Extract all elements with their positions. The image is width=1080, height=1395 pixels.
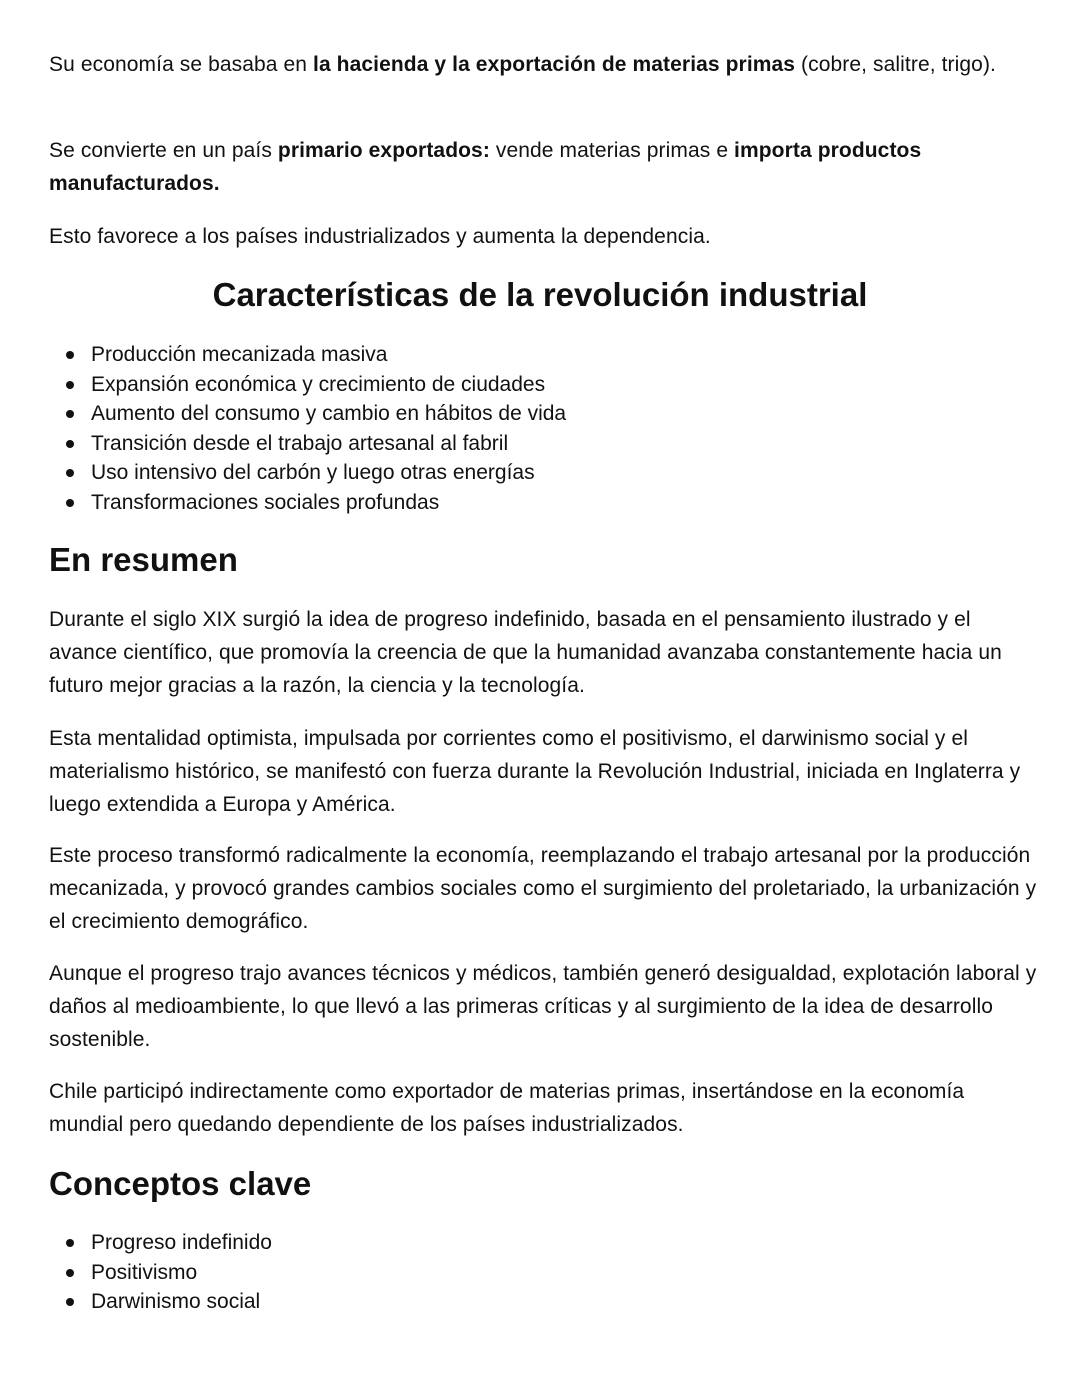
list-item [49, 1258, 272, 1288]
economy-paragraph [49, 48, 996, 81]
bullet-icon [66, 381, 74, 389]
resumen-paragraph: Chile participó indirectamente como exportador de materias primas, insertándose en la economía mundial pero quedando dependiente de los países industrializados. [49, 1080, 965, 1136]
bold-text: la hacienda y la exportación de materias primas [313, 53, 796, 76]
caracteristicas-list [49, 340, 566, 518]
list-item-text: Producción mecanizada masiva [91, 343, 388, 366]
list-item-text: Expansión económica y crecimiento de ciudades [91, 372, 546, 396]
section-title-resumen: En resumen [49, 541, 238, 578]
list-item [49, 488, 566, 518]
list-item [49, 1287, 272, 1317]
text-span: (cobre, salitre, trigo). [795, 53, 996, 76]
conceptos-list [49, 1228, 272, 1317]
resumen-paragraph: Este proceso transformó radicalmente la economía, reemplazando el trabajo artesanal por la producción mecanizada, y provocó grandes cambios sociales como el surgimiento del proletariado, la urbanización y el crecimiento demográfico. [49, 844, 1037, 933]
bullet-icon [66, 1269, 74, 1277]
list-item-text: Positivismo [91, 1260, 198, 1284]
section-title-conceptos: Conceptos clave [49, 1165, 312, 1202]
list-item-text: Transición desde el trabajo artesanal al fabril [91, 431, 509, 455]
text-span: vende materias primas e [489, 139, 735, 162]
list-item [49, 429, 566, 459]
list-item-text: Transformaciones sociales profundas [91, 490, 440, 514]
bullet-icon [66, 351, 74, 359]
resumen-paragraph: Esta mentalidad optimista, impulsada por corrientes como el positivismo, el darwinismo social y el materialismo histórico, se manifestó con fuerza durante la Revolución Industrial, iniciada en Inglaterra y luego extendida a Europa y América. [49, 727, 1021, 816]
list-item [49, 1228, 272, 1258]
bullet-icon [66, 410, 74, 418]
bullet-icon [66, 1298, 74, 1306]
dependency-paragraph: Esto favorece a los países industrializados y aumenta la dependencia. [49, 225, 711, 248]
list-item-text: Darwinismo social [91, 1290, 261, 1314]
list-item [49, 399, 566, 429]
bold-text: importa productos manufacturados. [49, 139, 922, 195]
bullet-icon [66, 499, 74, 507]
bullet-icon [66, 440, 74, 448]
exporter-paragraph [49, 134, 1039, 200]
text-span: Su economía se basaba en [49, 53, 314, 76]
list-item-text: Aumento del consumo y cambio en hábitos de vida [91, 402, 567, 426]
list-item [49, 370, 566, 400]
list-item [49, 458, 566, 488]
list-item-text: Uso intensivo del carbón y luego otras energías [91, 461, 535, 485]
text-span: Se convierte en un país [49, 139, 278, 162]
bold-text: primario exportados: [277, 139, 490, 162]
list-item-text: Progreso indefinido [91, 1231, 272, 1254]
resumen-paragraph: Aunque el progreso trajo avances técnicos y médicos, también generó desigualdad, explotación laboral y daños al medioambiente, lo que llevó a las primeras críticas y al surgimiento de la idea de desarrollo sostenible. [49, 962, 1037, 1051]
section-title-caracteristicas: Características de la revolución industrial [212, 276, 868, 313]
bullet-icon [66, 1239, 74, 1247]
resumen-paragraph: Durante el siglo XIX surgió la idea de progreso indefinido, basada en el pensamiento ilustrado y el avance científico, que promovía la creencia de que la humanidad avanzaba constantemente hacia un futuro mejor gracias a la razón, la ciencia y la tecnología. [49, 608, 1002, 697]
bullet-icon [66, 469, 74, 477]
list-item [49, 340, 566, 370]
